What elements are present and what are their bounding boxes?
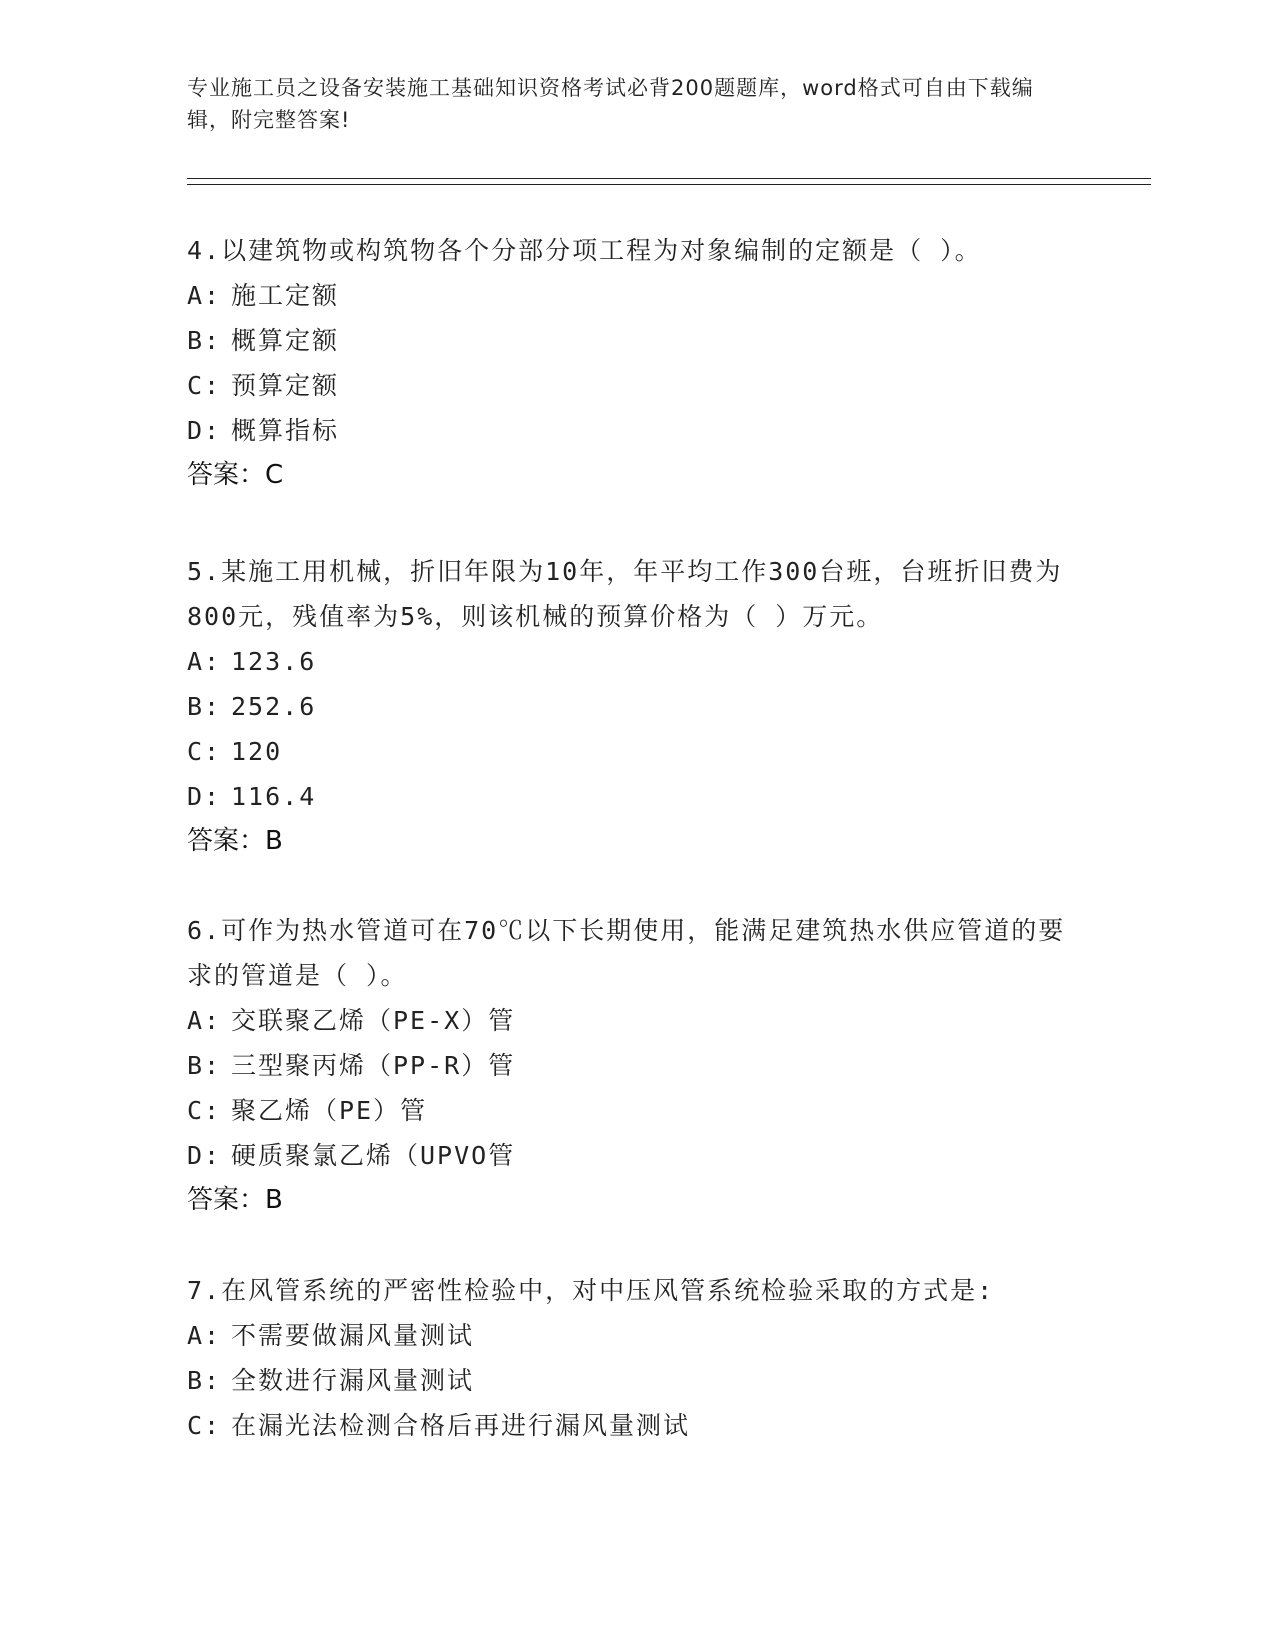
option-key: B: — [187, 326, 222, 355]
option-b — [187, 1358, 1087, 1403]
option-key: B: — [187, 1051, 222, 1080]
header-divider-top — [187, 178, 1151, 179]
option-b — [187, 1043, 1087, 1088]
option-text: 施工定额 — [231, 281, 340, 310]
option-b — [187, 684, 1087, 729]
question-6 — [187, 908, 1087, 1223]
option-key: C: — [187, 371, 222, 400]
document-header: 专业施工员之设备安装施工基础知识资格考试必背200题题库，word格式可自由下载编辑，附完整答案! — [187, 76, 1034, 132]
option-text: 概算定额 — [231, 326, 340, 355]
option-key: A: — [187, 1321, 222, 1350]
option-d — [187, 1133, 1087, 1178]
option-text: 不需要做漏风量测试 — [231, 1321, 475, 1350]
option-text: 三型聚丙烯（PP-R）管 — [231, 1051, 516, 1080]
option-text: 252.6 — [231, 692, 317, 721]
question-5 — [187, 549, 1087, 864]
question-7 — [187, 1268, 1087, 1448]
option-a — [187, 273, 1087, 318]
option-text: 硬质聚氯乙烯（UPVO管 — [231, 1141, 516, 1170]
question-text: 5.某施工用机械，折旧年限为10年，年平均工作300台班，台班折旧费为800元，残值率为5%，则该机械的预算价格为（ ）万元。 — [187, 557, 1063, 631]
option-c — [187, 729, 1087, 774]
option-c — [187, 1403, 1087, 1448]
option-c — [187, 1088, 1087, 1133]
question-text: 6.可作为热水管道可在70℃以下长期使用，能满足建筑热水供应管道的要求的管道是（ ）。 — [187, 916, 1066, 990]
option-a — [187, 1313, 1087, 1358]
answer-line: 答案：B — [187, 1185, 283, 1215]
option-text: 116.4 — [231, 782, 317, 811]
option-text: 概算指标 — [231, 416, 340, 445]
option-text: 交联聚乙烯（PE-X）管 — [231, 1006, 516, 1035]
option-text: 123.6 — [231, 647, 317, 676]
question-4 — [187, 228, 1087, 498]
option-key: D: — [187, 416, 222, 445]
option-text: 全数进行漏风量测试 — [231, 1366, 475, 1395]
option-text: 120 — [231, 737, 283, 766]
option-key: A: — [187, 281, 222, 310]
option-key: A: — [187, 1006, 222, 1035]
option-c — [187, 363, 1087, 408]
option-key: B: — [187, 1366, 222, 1395]
option-d — [187, 774, 1087, 819]
option-key: C: — [187, 737, 222, 766]
option-d — [187, 408, 1087, 453]
option-text: 在漏光法检测合格后再进行漏风量测试 — [231, 1411, 691, 1440]
option-text: 聚乙烯（PE）管 — [231, 1096, 428, 1125]
option-key: C: — [187, 1096, 222, 1125]
option-text: 预算定额 — [231, 371, 340, 400]
question-text: 7.在风管系统的严密性检验中，对中压风管系统检验采取的方式是: — [187, 1276, 995, 1305]
question-text: 4.以建筑物或构筑物各个分部分项工程为对象编制的定额是（ ）。 — [187, 236, 982, 265]
answer-line: 答案：B — [187, 826, 283, 856]
option-key: D: — [187, 1141, 222, 1170]
option-a — [187, 639, 1087, 684]
option-key: D: — [187, 782, 222, 811]
option-a — [187, 998, 1087, 1043]
option-key: C: — [187, 1411, 222, 1440]
option-key: B: — [187, 692, 222, 721]
header-divider-bottom — [187, 184, 1151, 185]
option-key: A: — [187, 647, 222, 676]
answer-line: 答案：C — [187, 460, 284, 490]
option-b — [187, 318, 1087, 363]
